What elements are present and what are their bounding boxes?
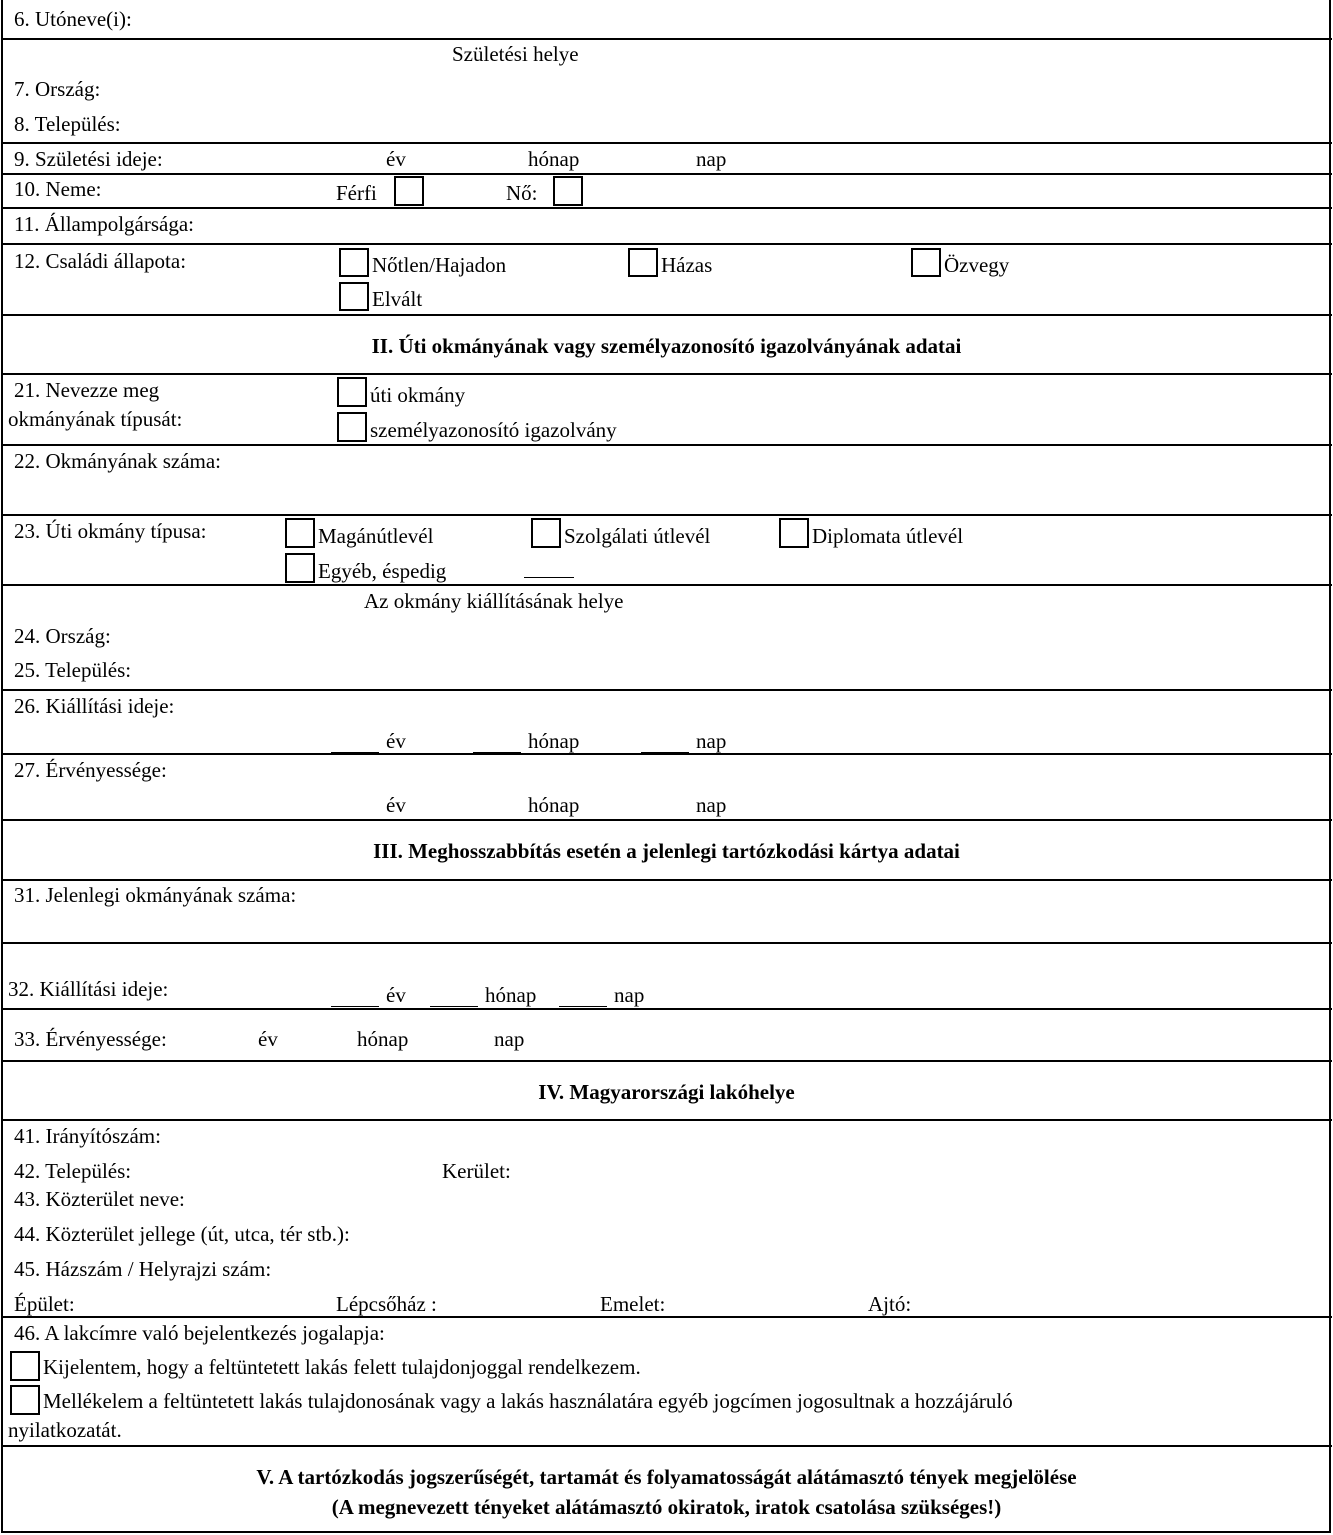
- birth-place-heading: Születési helye: [452, 42, 579, 66]
- divider: [1, 514, 1332, 516]
- divider: [1, 243, 1332, 245]
- field-label-given-names: 6. Utóneve(i):: [14, 7, 132, 31]
- option-married-label: Házas: [661, 253, 713, 277]
- divider: [1, 942, 1332, 944]
- married-checkbox[interactable]: [628, 248, 658, 277]
- field-label-validity: 27. Érvényessége:: [14, 758, 167, 782]
- field-label-building: Épület:: [14, 1292, 75, 1316]
- day-blank: [641, 752, 689, 753]
- field-label-postal-code: 41. Irányítószám:: [14, 1124, 161, 1148]
- divider: [1, 879, 1332, 881]
- issue-place-heading: Az okmány kiállításának helye: [364, 589, 624, 613]
- month-label: hónap: [528, 729, 580, 753]
- option-id-card-label: személyazonosító igazolvány: [370, 418, 617, 442]
- day-label: nap: [494, 1027, 525, 1051]
- field-label-document-number: 22. Okmányának száma:: [14, 449, 222, 473]
- field-label-birth-date: 9. Születési ideje:: [14, 147, 163, 171]
- field-label-town: 42. Település:: [14, 1159, 132, 1183]
- option-private-passport-label: Magánútlevél: [318, 524, 434, 548]
- option-travel-document-label: úti okmány: [370, 383, 466, 407]
- month-blank: [430, 1006, 478, 1007]
- field-label-citizenship: 11. Állampolgársága:: [14, 212, 195, 236]
- field-label-current-validity: 33. Érvényessége:: [14, 1027, 167, 1051]
- travel-document-checkbox[interactable]: [337, 377, 367, 407]
- divider: [1, 753, 1332, 755]
- option-female-label: Nő:: [506, 181, 538, 205]
- divider: [1, 1445, 1332, 1447]
- option-diplomatic-passport-label: Diplomata útlevél: [812, 524, 964, 548]
- private-passport-checkbox[interactable]: [285, 518, 315, 548]
- divider: [1, 373, 1332, 375]
- section-heading-extension: III. Meghosszabbítás esetén a jelenlegi tartózkodási kártya adatai: [373, 839, 960, 863]
- year-label: év: [258, 1027, 278, 1051]
- divider: [1, 444, 1332, 446]
- field-label-issue-date: 26. Kiállítási ideje:: [14, 694, 175, 718]
- divider: [1, 1316, 1332, 1318]
- option-owner-consent-label-cont: nyilatkozatát.: [8, 1418, 122, 1442]
- year-label: év: [386, 147, 406, 171]
- option-widowed-label: Özvegy: [944, 253, 1010, 277]
- field-label-current-issue-date: 32. Kiállítási ideje:: [8, 977, 169, 1001]
- field-label-street-type: 44. Közterület jellege (út, utca, tér stb.):: [14, 1222, 350, 1246]
- divider: [1, 584, 1332, 586]
- field-label-house-number: 45. Házszám / Helyrajzi szám:: [14, 1257, 272, 1281]
- year-label: év: [386, 729, 406, 753]
- male-checkbox[interactable]: [394, 176, 424, 206]
- option-owner-consent-label: Mellékelem a feltüntetett lakás tulajdonosának vagy a lakás használatára egyéb jogcímen jogosultnak a hozzájáruló: [43, 1389, 1013, 1413]
- field-label-door: Ajtó:: [868, 1292, 912, 1316]
- female-checkbox[interactable]: [553, 176, 583, 206]
- field-label-issue-town: 25. Település:: [14, 658, 132, 682]
- option-divorced-label: Elvált: [372, 287, 423, 311]
- option-male-label: Férfi: [336, 181, 377, 205]
- other-passport-checkbox[interactable]: [285, 553, 315, 583]
- option-other-passport-label: Egyéb, éspedig: [318, 559, 447, 583]
- field-label-staircase: Lépcsőház :: [336, 1292, 437, 1316]
- field-label-sex: 10. Neme:: [14, 177, 102, 201]
- field-label-current-document-number: 31. Jelenlegi okmányának száma:: [14, 883, 297, 907]
- day-label: nap: [614, 983, 645, 1007]
- month-label: hónap: [357, 1027, 409, 1051]
- section-heading-residence: IV. Magyarországi lakóhelye: [538, 1080, 795, 1104]
- widowed-checkbox[interactable]: [911, 248, 941, 277]
- divider: [1, 173, 1332, 175]
- field-label-birth-town: 8. Település:: [14, 112, 121, 136]
- divider: [1, 819, 1332, 821]
- divider: [1, 142, 1332, 144]
- day-label: nap: [696, 147, 727, 171]
- field-label-marital-status: 12. Családi állapota:: [14, 249, 187, 273]
- field-label-street-name: 43. Közterület neve:: [14, 1187, 185, 1211]
- year-blank: [331, 1006, 379, 1007]
- divider: [1, 1008, 1332, 1010]
- day-label: nap: [696, 793, 727, 817]
- day-label: nap: [696, 729, 727, 753]
- field-label-issue-country: 24. Ország:: [14, 624, 111, 648]
- day-blank: [559, 1006, 607, 1007]
- field-label-registration-basis: 46. A lakcímre való bejelentkezés jogalapja:: [14, 1321, 385, 1345]
- field-label-document-type-line1: 21. Nevezze meg: [14, 378, 160, 402]
- divider: [1, 689, 1332, 691]
- owner-declaration-checkbox[interactable]: [10, 1351, 40, 1381]
- section-heading-travel-document: II. Úti okmányának vagy személyazonosító igazolványának adatai: [371, 334, 962, 358]
- single-checkbox[interactable]: [339, 248, 369, 277]
- divider: [1, 207, 1332, 209]
- field-label-document-type-line2: okmányának típusát:: [8, 407, 183, 431]
- month-label: hónap: [485, 983, 537, 1007]
- form-frame: [1, 0, 1331, 1533]
- option-owner-declaration-label: Kijelentem, hogy a feltüntetett lakás felett tulajdonjoggal rendelkezem.: [43, 1355, 641, 1379]
- other-passport-blank: [524, 577, 574, 578]
- id-card-checkbox[interactable]: [337, 412, 367, 442]
- divider: [1, 314, 1332, 316]
- field-label-district: Kerület:: [442, 1159, 511, 1183]
- section-subheading-attachments: (A megnevezett tényeket alátámasztó okiratok, iratok csatolása szükséges!): [331, 1495, 1002, 1519]
- section-heading-legal-stay: V. A tartózkodás jogszerűségét, tartamát és folyamatosságát alátámasztó tények megjelölése: [256, 1465, 1077, 1489]
- month-blank: [473, 752, 521, 753]
- divider: [1, 1119, 1332, 1121]
- month-label: hónap: [528, 793, 580, 817]
- divider: [1, 38, 1332, 40]
- month-label: hónap: [528, 147, 580, 171]
- divider: [1, 1060, 1332, 1062]
- owner-consent-checkbox[interactable]: [10, 1385, 40, 1415]
- year-label: év: [386, 983, 406, 1007]
- field-label-birth-country: 7. Ország:: [14, 77, 101, 101]
- year-label: év: [386, 793, 406, 817]
- year-blank: [331, 752, 379, 753]
- field-label-floor: Emelet:: [600, 1292, 666, 1316]
- option-single-label: Nőtlen/Hajadon: [372, 253, 507, 277]
- divorced-checkbox[interactable]: [339, 282, 369, 311]
- diplomatic-passport-checkbox[interactable]: [779, 518, 809, 548]
- option-service-passport-label: Szolgálati útlevél: [564, 524, 711, 548]
- field-label-passport-type: 23. Úti okmány típusa:: [14, 519, 207, 543]
- service-passport-checkbox[interactable]: [531, 518, 561, 548]
